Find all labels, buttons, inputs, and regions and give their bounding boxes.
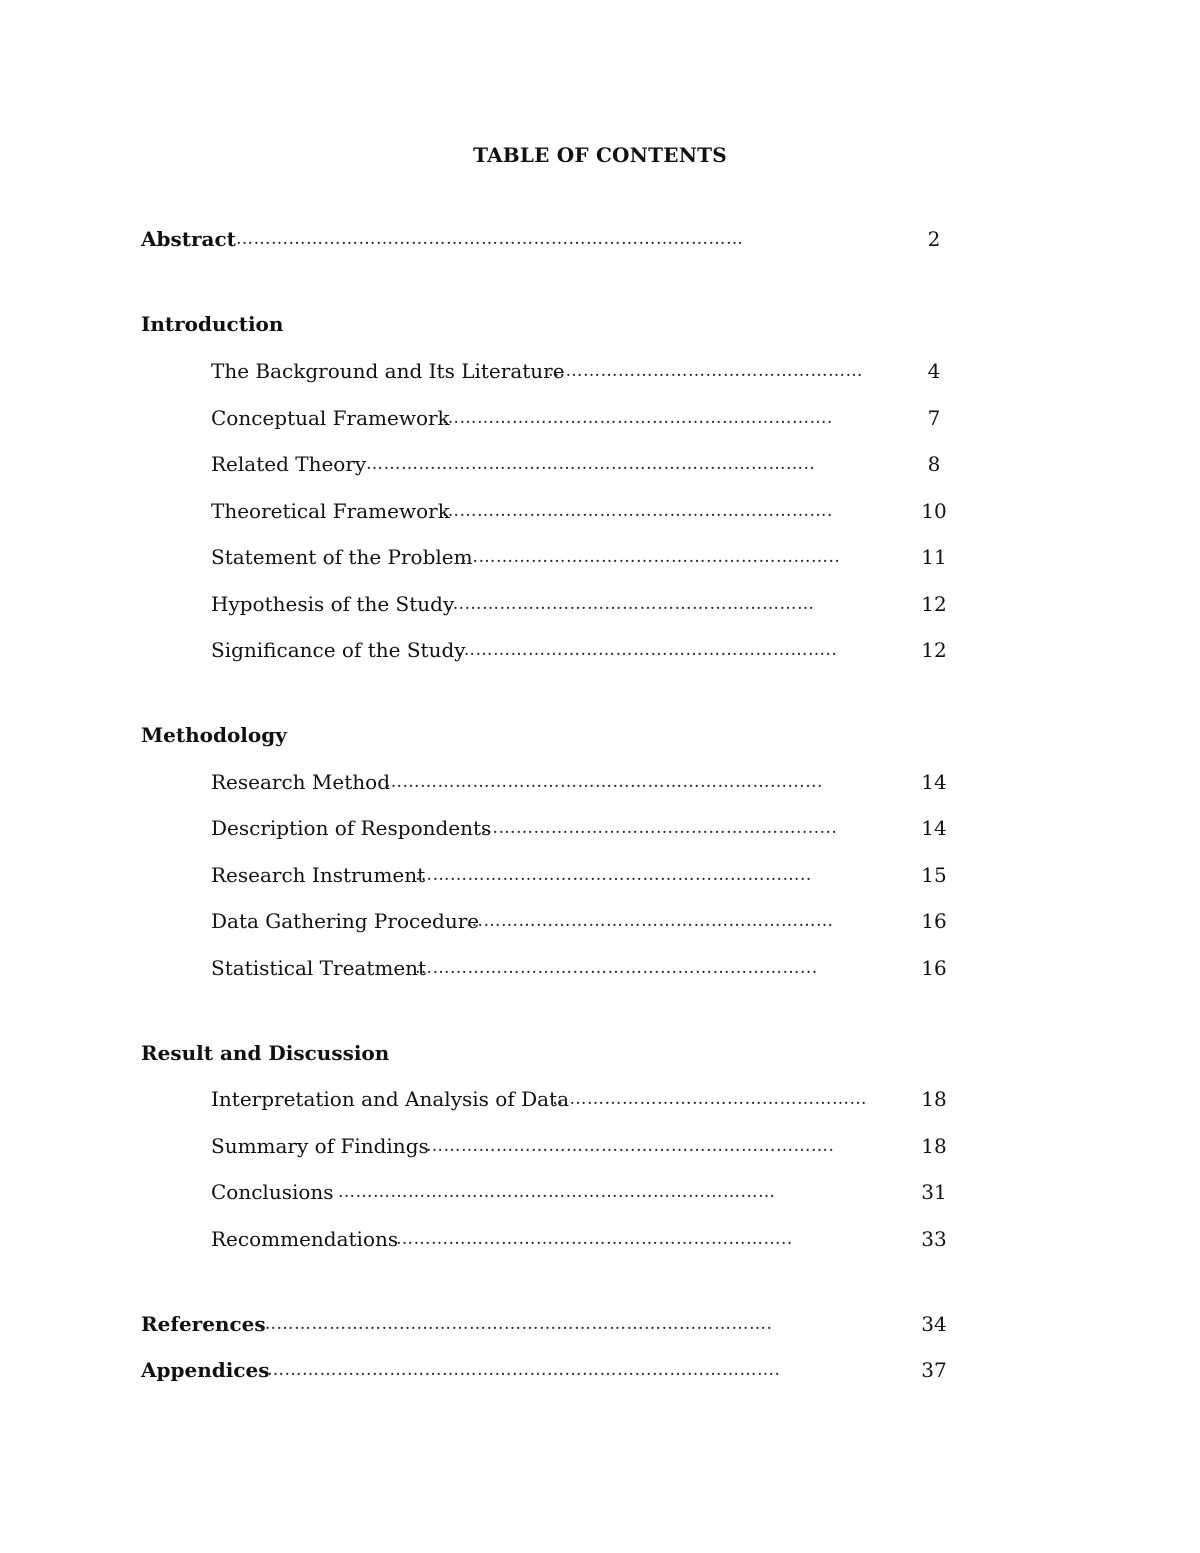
toc-entry-label: Description of Respondents — [211, 816, 492, 840]
toc-entry-label: Interpretation and Analysis of Data — [211, 1087, 569, 1111]
toc-entry[interactable] — [0, 496, 1200, 526]
toc-entry-label: Research Method — [211, 770, 390, 794]
toc-leader-dots: ……………………………………………………… — [466, 911, 834, 931]
toc-page-number: 14 — [921, 770, 947, 794]
toc-page-number: 31 — [921, 1180, 947, 1204]
toc-entry[interactable] — [0, 356, 1200, 386]
toc-entry[interactable] — [0, 1131, 1200, 1161]
toc-leader-dots: ……………………………………………………….. — [461, 547, 841, 567]
toc-page-number: 16 — [921, 956, 947, 980]
toc-page-number: 14 — [921, 816, 947, 840]
toc-leader-dots: …………………………………………………………... — [415, 958, 818, 978]
toc-leader-dots: ……………………………………………………………………………. — [267, 1360, 781, 1380]
toc-page-number: 11 — [921, 545, 947, 569]
toc-entry-label: Conceptual Framework — [211, 406, 450, 430]
toc-entry[interactable] — [0, 1177, 1200, 1207]
toc-leader-dots: ………………………………………………....... — [481, 818, 838, 838]
toc-entry[interactable] — [0, 767, 1200, 797]
section-heading-methodology: Methodology — [141, 723, 287, 747]
toc-page-number: 18 — [921, 1087, 947, 1111]
toc-leader-dots: ……………………………………………………….. — [458, 640, 838, 660]
page-title: TABLE OF CONTENTS — [473, 143, 727, 167]
toc-page-number: 15 — [921, 863, 947, 887]
toc-entry[interactable] — [0, 860, 1200, 890]
toc-entry-label: Abstract — [141, 227, 236, 251]
toc-entry-references[interactable] — [0, 1309, 1200, 1339]
toc-entry-label: Significance of the Study — [211, 638, 466, 662]
toc-page-number: 18 — [921, 1134, 947, 1158]
toc-entry[interactable] — [0, 635, 1200, 665]
toc-leader-dots: …………………………………………………………. — [442, 408, 833, 428]
toc-entry-abstract[interactable] — [0, 224, 1200, 254]
toc-leader-dots: …………………………………………………………………………… — [236, 229, 744, 249]
toc-leader-dots: ……………………………………………………………...... — [385, 772, 823, 792]
toc-entry-label: Hypothesis of the Study — [211, 592, 455, 616]
toc-entry-label: Research Instrument — [211, 863, 426, 887]
toc-entry-label: Theoretical Framework — [211, 499, 450, 523]
toc-entry[interactable] — [0, 1224, 1200, 1254]
toc-page-number: 7 — [927, 406, 941, 430]
toc-entry-label: Related Theory — [211, 452, 367, 476]
toc-page-number: 12 — [921, 638, 947, 662]
toc-leader-dots: …………………………………………………………. — [442, 501, 833, 521]
toc-page-number: 2 — [927, 227, 941, 251]
toc-entry-label: Summary of Findings — [211, 1134, 429, 1158]
toc-leader-dots: ………………………………………………………….. — [415, 865, 812, 885]
toc-leader-dots: ………………………………………………………….. — [396, 1229, 793, 1249]
toc-entry[interactable] — [0, 813, 1200, 843]
toc-entry[interactable] — [0, 953, 1200, 983]
toc-leader-dots: ……………………………………………… — [548, 361, 863, 381]
toc-leader-dots: ……………………………………………………… — [447, 594, 815, 614]
toc-entry-label: Recommendations — [211, 1227, 399, 1251]
toc-entry[interactable] — [0, 449, 1200, 479]
toc-entry[interactable] — [0, 1084, 1200, 1114]
toc-leader-dots: ………………………………………………………………… — [338, 1182, 776, 1202]
toc-page-number: 37 — [921, 1358, 947, 1382]
toc-leader-dots: ……………………………………………… — [552, 1089, 867, 1109]
toc-page-number: 34 — [921, 1312, 947, 1336]
toc-page-number: 4 — [927, 359, 941, 383]
toc-entry-label: The Background and Its Literature — [211, 359, 565, 383]
toc-page-number: 12 — [921, 592, 947, 616]
toc-leader-dots: ………………………………………………………………….. — [366, 454, 816, 474]
toc-entry-appendices[interactable] — [0, 1355, 1200, 1385]
toc-page-number: 8 — [927, 452, 941, 476]
toc-entry-label: References — [141, 1312, 266, 1336]
toc-entry-label: Conclusions — [211, 1180, 334, 1204]
toc-page-number: 10 — [921, 499, 947, 523]
section-heading-result-and-discussion: Result and Discussion — [141, 1041, 390, 1065]
toc-entry-label: Data Gathering Procedure — [211, 909, 480, 933]
toc-entry-label: Statistical Treatment — [211, 956, 427, 980]
toc-leader-dots: ……………………………………………………………………………. — [259, 1314, 773, 1334]
toc-entry[interactable] — [0, 589, 1200, 619]
toc-leader-dots: ……………………………………………………………. — [426, 1136, 835, 1156]
toc-page-number: 33 — [921, 1227, 947, 1251]
toc-entry[interactable] — [0, 542, 1200, 572]
section-heading-introduction: Introduction — [141, 312, 284, 336]
toc-entry[interactable] — [0, 906, 1200, 936]
toc-page-number: 16 — [921, 909, 947, 933]
toc-entry-label: Statement of the Problem — [211, 545, 473, 569]
toc-entry-label: Appendices — [141, 1358, 270, 1382]
toc-entry[interactable] — [0, 403, 1200, 433]
